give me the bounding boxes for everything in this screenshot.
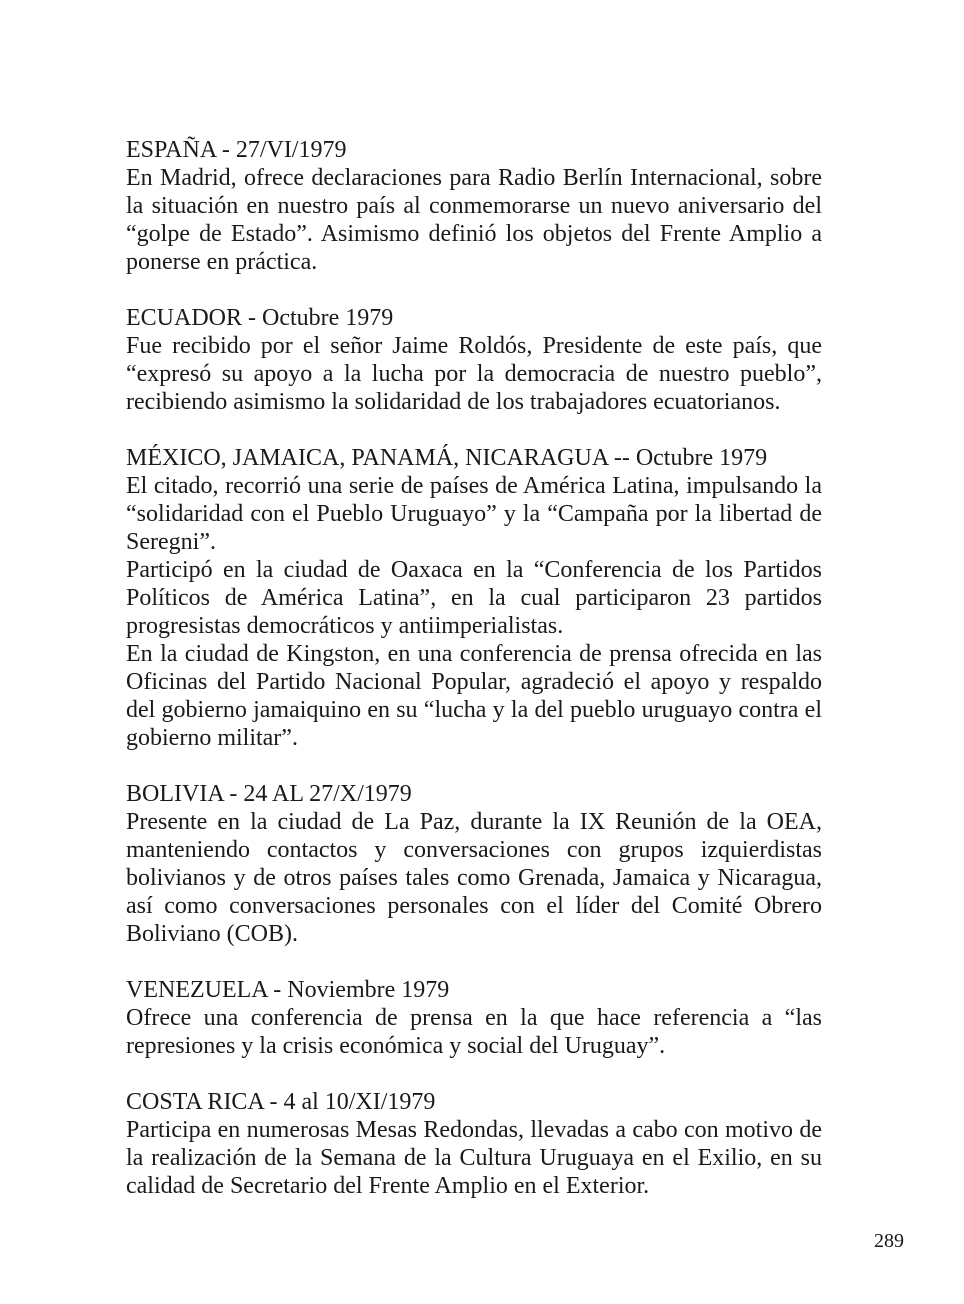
entry-paragraph: En Madrid, ofrece declaraciones para Radio Berlín Internacional, sobre la situación en nuestro país al conmemorarse un nuevo aniversario del “golpe de Estado”. Asimismo definió los objetos del Frente Amplio a ponerse en práctica. bbox=[126, 165, 822, 275]
entry-ecuador bbox=[126, 304, 822, 416]
entry-paragraph: En la ciudad de Kingston, en una conferencia de prensa ofrecida en las Oficinas del Partido Nacional Popular, agradeció el apoyo y respaldo del gobierno jamaiquino en su “lucha y la del pueblo uruguayo contra el gobierno militar”. bbox=[126, 641, 822, 751]
entry-paragraph: Presente en la ciudad de La Paz, durante la IX Reunión de la OEA, manteniendo contactos y conversaciones con grupos izquierdistas bolivianos y de otros países tales como Grenada, Jamaica y Nicaragua, así como conversaciones personales con el líder del Comité Obrero Boliviano (COB). bbox=[126, 809, 822, 947]
entry-heading: VENEZUELA - Noviembre 1979 bbox=[126, 977, 450, 1003]
entry-espana bbox=[126, 136, 822, 276]
entry-heading: MÉXICO, JAMAICA, PANAMÁ, NICARAGUA -- Octubre 1979 bbox=[126, 445, 768, 471]
entry-paragraph: Fue recibido por el señor Jaime Roldós, Presidente de este país, que “expresó su apoyo a la lucha por la democracia de nuestro pueblo”, recibiendo asimismo la solidaridad de los trabajadores ecuatorianos. bbox=[126, 333, 822, 415]
entry-heading: ESPAÑA - 27/VI/1979 bbox=[126, 137, 347, 163]
entry-bolivia bbox=[126, 780, 822, 948]
entry-heading: ECUADOR - Octubre 1979 bbox=[126, 305, 394, 331]
entry-heading: COSTA RICA - 4 al 10/XI/1979 bbox=[126, 1089, 436, 1115]
entry-paragraph: El citado, recorrió una serie de países de América Latina, impulsando la “solidaridad con el Pueblo Uruguayo” y la “Campaña por la libertad de Seregni”. bbox=[126, 473, 822, 555]
entry-paragraph: Participó en la ciudad de Oaxaca en la “Conferencia de los Partidos Políticos de América Latina”, en la cual participaron 23 partidos progresistas democráticos y antiimperialistas. bbox=[126, 557, 822, 639]
entry-paragraph: Participa en numerosas Mesas Redondas, llevadas a cabo con motivo de la realización de la Semana de la Cultura Uruguaya en el Exilio, en su calidad de Secretario del Frente Amplio en el Exterior. bbox=[126, 1117, 822, 1199]
entry-venezuela bbox=[126, 976, 822, 1060]
entry-paragraph: Ofrece una conferencia de prensa en la que hace referencia a “las represiones y la crisis económica y social del Uruguay”. bbox=[126, 1005, 822, 1059]
entry-mexico bbox=[126, 444, 822, 752]
page-body bbox=[126, 136, 822, 1228]
entry-costa-rica bbox=[126, 1088, 822, 1200]
entry-heading: BOLIVIA - 24 AL 27/X/1979 bbox=[126, 781, 412, 807]
page-number: 289 bbox=[874, 1230, 904, 1252]
